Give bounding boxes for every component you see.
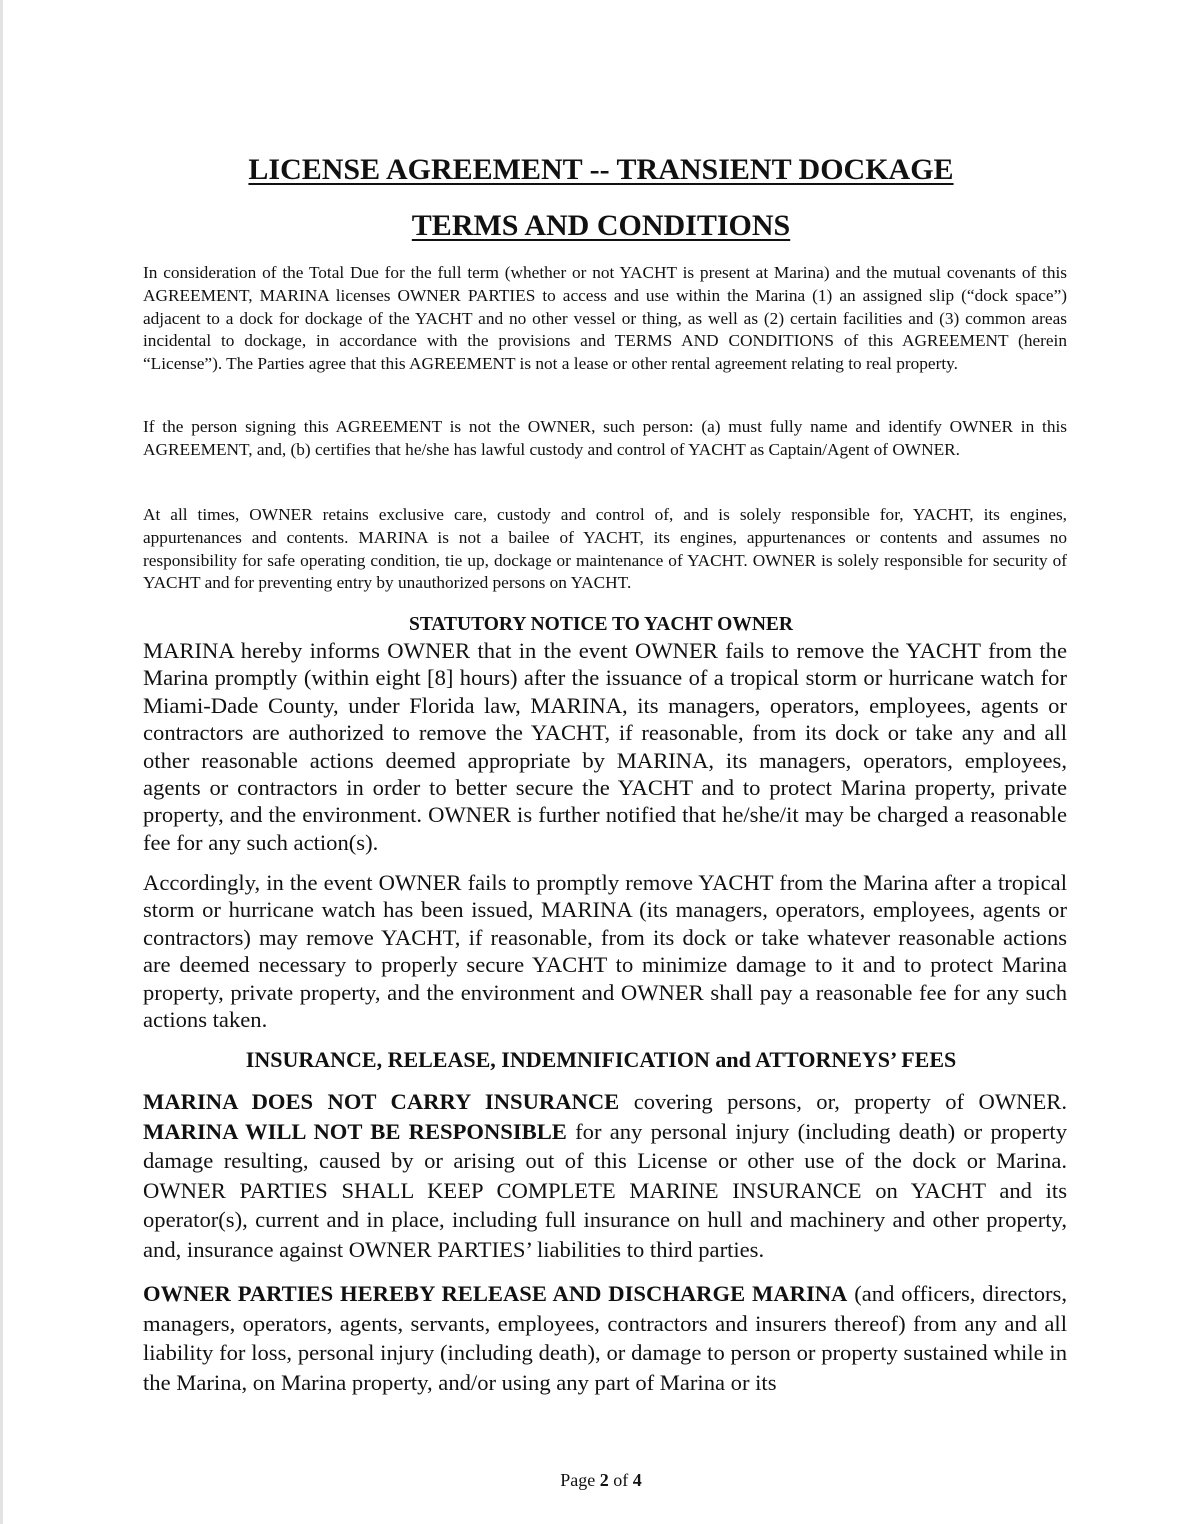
page-total: 4	[632, 1470, 642, 1490]
insurance-paragraph-1	[143, 1087, 1067, 1264]
release-bold: OWNER PARTIES HEREBY RELEASE AND DISCHARGE MARINA	[143, 1281, 848, 1306]
statutory-notice-heading: STATUTORY NOTICE TO YACHT OWNER	[408, 614, 793, 635]
intro-paragraph-3: At all times, OWNER retains exclusive care, custody and control of, and is solely responsible for, YACHT, its engines, appurtenances and contents. MARINA is not a bailee of YACHT, its engines, appurtenances or contents and assumes no responsibility for safe operating condition, tie up, dockage or maintenance of YACHT. OWNER is solely responsible for security of YACHT and for preventing entry by unauthorized persons on YACHT.	[143, 505, 1067, 593]
statutory-paragraph-1: MARINA hereby informs OWNER that in the event OWNER fails to remove the YACHT from the Marina promptly (within eight [8] hours) after the issuance of a tropical storm or hurricane watch for Miami-Dade County, under Florida law, MARINA, its managers, operators, employees, agents or contractors are authorized to remove the YACHT, if reasonable, from its dock or take any and all other reasonable actions deemed appropriate by MARINA, its managers, operators, employees, agents or contractors in order to better secure the YACHT and to protect Marina property, private property, and the environment. OWNER is further notified that he/she/it may be charged a reasonable fee for any such action(s).	[143, 638, 1067, 855]
insurance-text-1: covering persons, or, property of OWNER.	[619, 1089, 1067, 1114]
page-mid: of	[608, 1470, 633, 1490]
release-text: (and officers, directors, managers, operators, agents, servants, employees, contractors and insurers thereof) from any and all liability for loss, personal injury (including death), or damage to person or property sustained while in the Marina, on Marina property, and/or using any part of Marina or its	[143, 1281, 1067, 1395]
intro-paragraph-1: In consideration of the Total Due for the full term (whether or not YACHT is present at Marina) and the mutual covenants of this AGREEMENT, MARINA licenses OWNER PARTIES to access and use within the Marina (1) an assigned slip (“dock space”) adjacent to a dock for dockage of the YACHT and no other vessel or thing, as well as (2) certain facilities and (3) common areas incidental to dockage, in accordance with the provisions and TERMS AND CONDITIONS of this AGREEMENT (herein “License”). The Parties agree that this AGREEMENT is not a lease or other rental agreement relating to real property.	[143, 263, 1067, 374]
page-number	[0, 1468, 1202, 1492]
insurance-text-2: for any personal injury (including death) or property damage resulting, caused by or arising out of this License or other use of the dock or Marina. OWNER PARTIES SHALL KEEP COMPLETE MARINE INSURANCE on YACHT and its operator(s), current and in place, including full insurance on hull and machinery and other property, and, insurance against OWNER PARTIES’ liabilities to third parties.	[143, 1118, 1067, 1262]
document-title	[0, 142, 1202, 254]
intro-paragraph-2: If the person signing this AGREEMENT is not the OWNER, such person: (a) must fully name and identify OWNER in this AGREEMENT, and, (b) certifies that he/she has lawful custody and control of YACHT as Captain/Agent of OWNER.	[143, 417, 1067, 459]
title-line-1: LICENSE AGREEMENT -- TRANSIENT DOCKAGE	[248, 153, 954, 186]
page-current: 2	[599, 1470, 609, 1490]
release-paragraph	[143, 1279, 1067, 1397]
insurance-bold-1: MARINA DOES NOT CARRY INSURANCE	[143, 1089, 620, 1114]
title-line-2: TERMS AND CONDITIONS	[411, 209, 791, 242]
page-prefix: Page	[560, 1470, 600, 1490]
insurance-bold-2: MARINA WILL NOT BE RESPONSIBLE	[143, 1118, 567, 1144]
statutory-paragraph-2: Accordingly, in the event OWNER fails to promptly remove YACHT from the Marina after a tropical storm or hurricane watch has been issued, MARINA (its managers, operators, employees, agents or contractors) may remove YACHT, if reasonable, from its dock or take whatever reasonable actions are deemed necessary to properly secure YACHT to minimize damage to it and to protect Marina property, private property, and the environment and OWNER shall pay a reasonable fee for any such actions taken.	[143, 870, 1067, 1033]
insurance-heading: INSURANCE, RELEASE, INDEMNIFICATION and ATTORNEYS’ FEES	[245, 1047, 957, 1072]
